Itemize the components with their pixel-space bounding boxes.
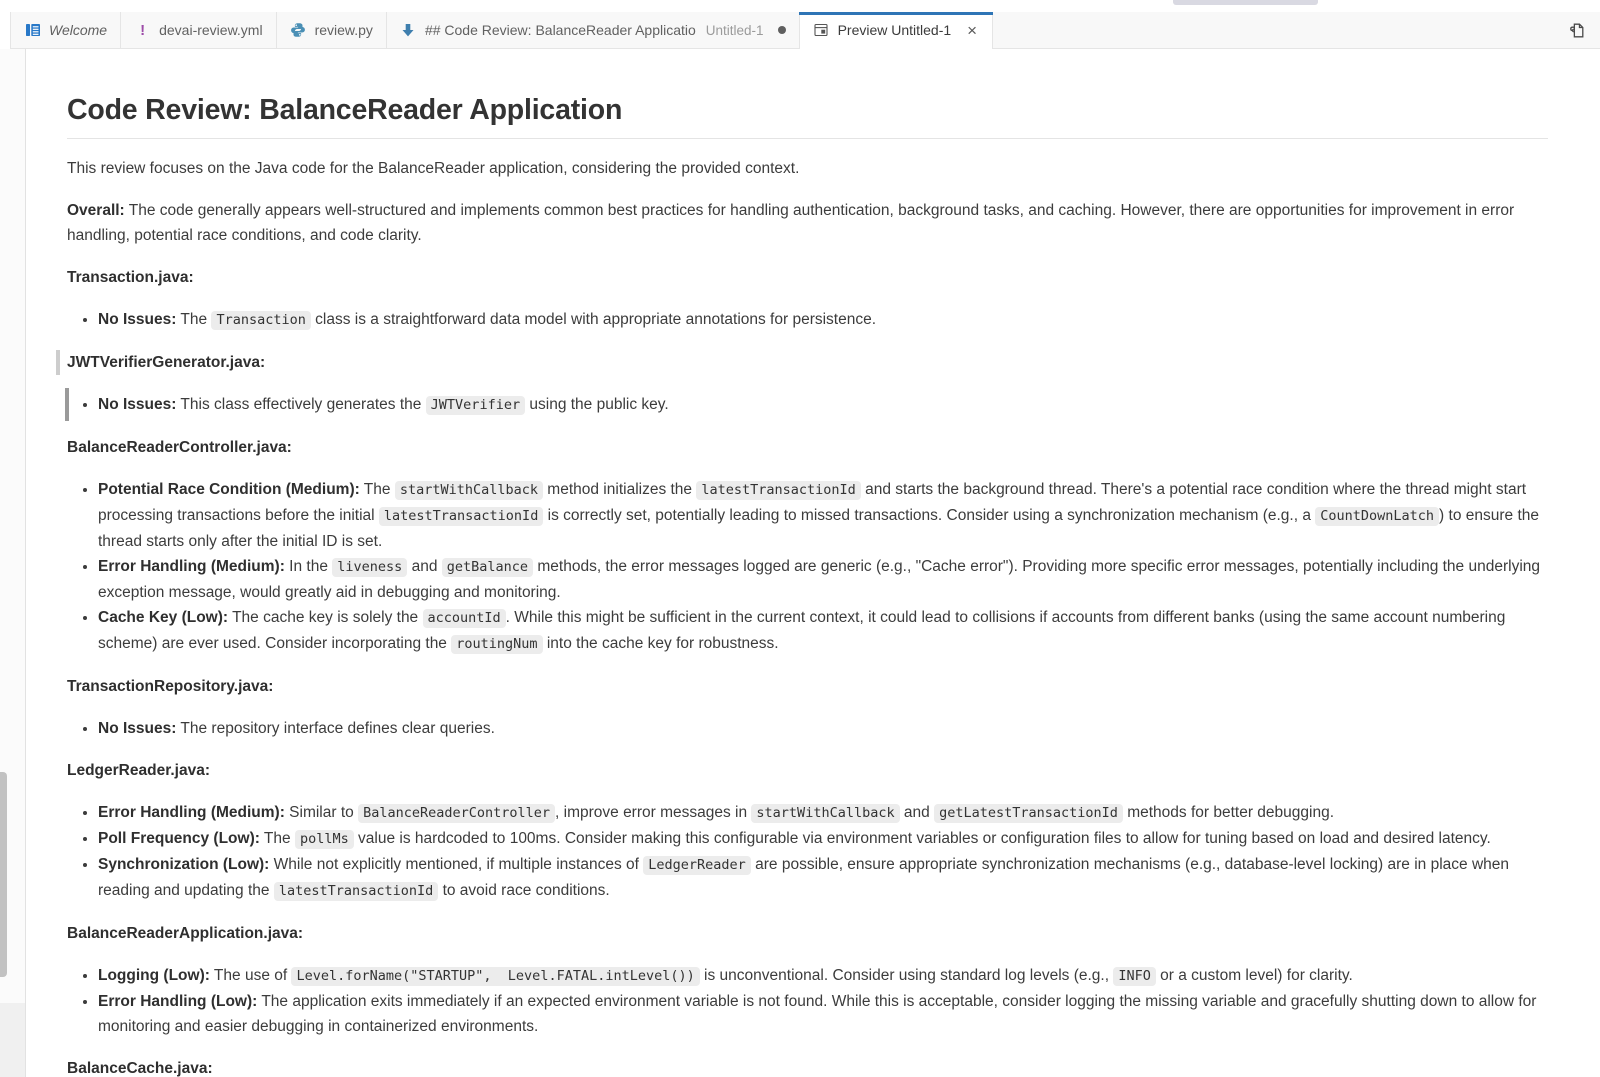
section-heading	[67, 265, 1548, 290]
tab-preview-untitled[interactable]	[800, 12, 994, 48]
tab-label: devai-review.yml	[159, 22, 263, 38]
scrollbar-thumb[interactable]	[0, 772, 7, 977]
python-icon	[290, 22, 307, 39]
issue-list	[67, 307, 1548, 333]
intro-text: This review focuses on the Java code for the BalanceReader application, considering the provided context.	[67, 160, 800, 177]
inline-code: Transaction	[211, 311, 310, 330]
inline-code: routingNum	[451, 635, 542, 654]
section-heading-text: Transaction.java:	[67, 269, 194, 286]
issue-label: Logging (Low):	[98, 967, 210, 984]
issue-label: Error Handling (Medium):	[98, 558, 285, 575]
inline-code: LedgerReader	[643, 856, 751, 875]
section-heading	[67, 435, 1548, 460]
overall-paragraph	[67, 198, 1548, 248]
section-heading	[67, 350, 1548, 375]
tab-label: ## Code Review: BalanceReader Applicatio	[424, 22, 696, 38]
inline-code: Level.forName("STARTUP", Level.FATAL.intLevel())	[291, 967, 699, 986]
issue-label: Error Handling (Medium):	[98, 804, 285, 821]
editor-line-marker	[56, 350, 60, 375]
yaml-icon: !	[140, 21, 146, 39]
issue-list	[67, 477, 1548, 657]
overall-label: Overall:	[67, 202, 125, 219]
issue-item: • No Issues: The Transaction class is a straightforward data model with appropriate annotations for persistence.	[98, 307, 1548, 333]
inline-code: pollMs	[295, 830, 354, 849]
issue-item: • No Issues: This class effectively generates the JWTVerifier using the public key.	[98, 392, 1548, 418]
section-heading	[67, 1056, 1548, 1077]
inline-code: getBalance	[442, 558, 533, 577]
preview-icon	[813, 22, 830, 39]
section-heading-text: BalanceCache.java:	[67, 1060, 213, 1077]
tab-welcome[interactable]	[10, 12, 121, 48]
issue-label: No Issues:	[98, 311, 177, 328]
inline-code: latestTransactionId	[379, 507, 543, 526]
inline-code: latestTransactionId	[274, 882, 438, 901]
issue-label: Potential Race Condition (Medium):	[98, 481, 360, 498]
inline-code: INFO	[1113, 967, 1156, 986]
page-title: Code Review: BalanceReader Application	[67, 93, 1548, 139]
issue-label: Error Handling (Low):	[98, 993, 258, 1010]
issue-list	[67, 392, 1548, 418]
issue-item: • Synchronization (Low): While not explicitly mentioned, if multiple instances of LedgerReader are possible, ensure appropriate synchronization mechanisms (e.g., database-level locking) are in place when reading and updating the latestTransactionId to avoid race conditions.	[98, 852, 1548, 904]
inline-code: CountDownLatch	[1315, 507, 1439, 526]
tab-label: Welcome	[49, 22, 108, 38]
inline-code: startWithCallback	[395, 481, 543, 500]
section-heading	[67, 758, 1548, 783]
tab-devai-review-yml[interactable]	[121, 12, 276, 48]
section-heading-text: BalanceReaderApplication.java:	[67, 925, 304, 942]
tab-code-review-untitled[interactable]	[387, 12, 800, 48]
window-artifact	[1173, 0, 1318, 5]
issue-item: • Logging (Low): The use of Level.forName("STARTUP", Level.FATAL.intLevel()) is unconventional. Consider using standard log levels (e.g., INFO or a custom level) for clarity.	[98, 963, 1548, 989]
issue-item: • Error Handling (Low): The application exits immediately if an expected environment variable is not found. While this is acceptable, consider logging the missing variable and gracefully shutting down to allow for monitoring and easier debugging in containerized environments.	[98, 989, 1548, 1039]
issue-item: • Error Handling (Medium): In the liveness and getBalance methods, the error messages logged are generic (e.g., "Cache error"). Providing more specific error messages, potentially including the underlying exception message, would greatly aid in debugging and monitoring.	[98, 554, 1548, 605]
modified-dot-icon	[778, 26, 786, 34]
section-heading-text: BalanceReaderController.java:	[67, 439, 292, 456]
issue-item: • Poll Frequency (Low): The pollMs value is hardcoded to 100ms. Consider making this configurable via environment variables or configuration files to allow for tuning based on load and desired latency.	[98, 826, 1548, 852]
section-heading-text: LedgerReader.java:	[67, 762, 211, 779]
section-heading	[67, 921, 1548, 946]
inline-code: liveness	[332, 558, 407, 577]
issue-label: Cache Key (Low):	[98, 609, 229, 626]
issue-list	[67, 963, 1548, 1039]
review-sections	[67, 265, 1548, 1077]
markdown-preview	[27, 49, 1600, 1077]
left-rail	[0, 49, 26, 1077]
issue-list	[67, 716, 1548, 741]
issue-label: Synchronization (Low):	[98, 856, 270, 873]
issue-item: • Potential Race Condition (Medium): The startWithCallback method initializes the latestTransactionId and starts the background thread. There's a potential race condition where the thread might start processing transactions before the initial latestTransactionId is correctly set, potentially leading to missed transactions. Consider using a synchronization mechanism (e.g., a CountDownLatch ) to ensure the thread starts only after the initial ID is set.	[98, 477, 1548, 554]
welcome-book-icon	[24, 22, 41, 39]
tab-secondary-label: Untitled-1	[705, 22, 764, 38]
issue-label: No Issues:	[98, 720, 177, 737]
inline-code: JWTVerifier	[426, 396, 525, 415]
overall-text: The code generally appears well-structured and implements common best practices for handling authentication, background tasks, and caching. However, there are opportunities for improvement in error handling, potential race conditions, and code clarity.	[67, 202, 1515, 244]
intro-paragraph	[67, 156, 1548, 181]
issue-label: No Issues:	[98, 396, 177, 413]
markdown-arrow-icon	[400, 22, 417, 39]
issue-item: • No Issues: The repository interface defines clear queries.	[98, 716, 1548, 741]
section-heading-text: TransactionRepository.java:	[67, 678, 274, 695]
tab-label: Preview Untitled-1	[837, 22, 952, 38]
section-heading-text: JWTVerifierGenerator.java:	[67, 354, 266, 371]
tab-label: review.py	[314, 22, 373, 38]
rail-footer	[0, 1003, 25, 1077]
issue-label: Poll Frequency (Low):	[98, 830, 260, 847]
issue-item: • Cache Key (Low): The cache key is solely the accountId . While this might be sufficient in the current context, it could lead to collisions if accounts from different banks (using the same account numbering scheme) are ever used. Consider incorporating the routingNum into the cache key for robustness.	[98, 605, 1548, 657]
editor-line-marker	[65, 388, 69, 421]
split-editor-icon[interactable]	[1567, 21, 1586, 40]
inline-code: BalanceReaderController	[358, 804, 555, 823]
inline-code: startWithCallback	[751, 804, 899, 823]
close-icon[interactable]: ×	[967, 20, 978, 40]
issue-list	[67, 800, 1548, 904]
tab-review-py[interactable]	[277, 12, 387, 48]
issue-item: • Error Handling (Medium): Similar to BalanceReaderController , improve error messages in startWithCallback and getLatestTransactionId methods for better debugging.	[98, 800, 1548, 826]
inline-code: getLatestTransactionId	[934, 804, 1123, 823]
inline-code: latestTransactionId	[696, 481, 860, 500]
inline-code: accountId	[423, 609, 506, 628]
section-heading	[67, 674, 1548, 699]
editor-tab-bar	[10, 12, 1600, 49]
